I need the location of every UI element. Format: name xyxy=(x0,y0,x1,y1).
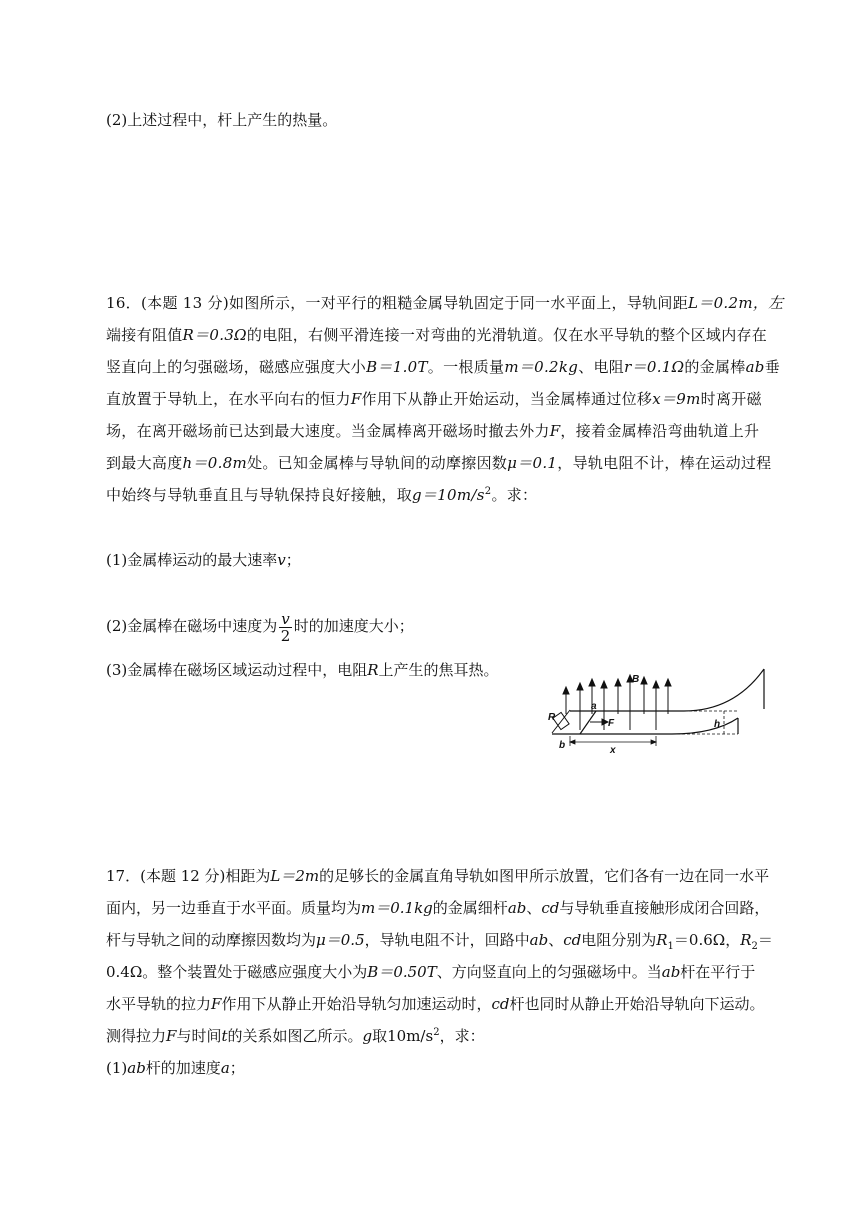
label-h: h xyxy=(714,719,721,730)
label-B: B xyxy=(632,674,640,685)
q16-line-1: 16．(本题 13 分)如图所示，一对平行的粗糙金属导轨固定于同一水平面上，导轨间距L＝0.2m，左 xyxy=(106,294,784,312)
q16-line-7: 中始终与导轨垂直且与导轨保持良好接触，取$g=10m/s^2$。求： xyxy=(106,486,538,504)
q16-line-6: 到最大高度h＝0.8m处。已知金属棒与导轨间的动摩擦因数μ＝0.1，导轨电阻不计，棒在运动过程 xyxy=(106,454,772,472)
label-a: a xyxy=(591,701,597,712)
q16-part1: (1)金属棒运动的最大速率v； xyxy=(106,551,301,569)
force-arrow xyxy=(590,719,608,725)
q16-line-3: 竖直向上的匀强磁场，磁感应强度大小B＝1.0T。一根质量m＝0.2kg、电阻r＝0.1Ω的金属棒ab垂 xyxy=(106,358,781,376)
magnetic-field-arrows xyxy=(563,675,671,730)
rail-diagram xyxy=(544,664,770,756)
label-b: b xyxy=(559,740,566,751)
label-F: F xyxy=(608,718,615,729)
q17-line-4: 0.4Ω。整个装置处于磁感应强度大小为B＝0.50T、方向竖直向上的匀强磁场中。当ab杆在平行于 xyxy=(106,963,756,981)
q17-line-5: 水平导轨的拉力F作用下从静止开始沿导轨匀加速运动时，cd杆也同时从静止开始沿导轨向下运动。 xyxy=(106,995,765,1013)
q16-part3: (3)金属棒在磁场区域运动过程中，电阻R上产生的焦耳热。 xyxy=(106,661,499,679)
q17-line-1: 17．(本题 12 分)相距为L＝2m的足够长的金属直角导轨如图甲所示放置，它们各有一边在同一水平 xyxy=(106,867,770,885)
q17-part1: (1)ab杆的加速度a； xyxy=(106,1059,245,1077)
q17-line-3: 杆与导轨之间的动摩擦因数均为μ＝0.5，导轨电阻不计，回路中ab、cd电阻分别为$R_1=0.6\Omega$，$R_2=$ xyxy=(106,931,773,952)
q17-line-2: 面内，另一边垂直于水平面。质量均为m＝0.1kg的金属细杆ab、cd与导轨垂直接触形成闭合回路， xyxy=(106,899,770,917)
q16-part2: (2)金属棒在磁场中速度为 $\frac{v}{2}$ 时的加速度大小； xyxy=(106,609,414,645)
q17-line-6: 测得拉力F与时间t的关系如图乙所示。g取$10m/s^2$，求： xyxy=(106,1027,485,1045)
q16-line-2: 端接有阻值R＝0.3Ω的电阻，右侧平滑连接一对弯曲的光滑轨道。仅在水平导轨的整个区域内存在 xyxy=(106,326,768,344)
q16-line-4: 直放置于导轨上，在水平向右的恒力F作用下从静止开始运动，当金属棒通过位移x＝9m时离开磁 xyxy=(106,390,762,408)
q16-line-5: 场，在离开磁场前已达到最大速度。当金属棒离开磁场时撤去外力F，接着金属棒沿弯曲轨道上升 xyxy=(106,422,760,440)
rails xyxy=(552,669,764,734)
label-x: x xyxy=(610,745,616,756)
fraction-v-over-2: $\frac{v}{2}$ xyxy=(280,609,291,645)
label-R: R xyxy=(548,712,556,723)
q15-part2: (2)上述过程中，杆上产生的热量。 xyxy=(106,111,338,129)
